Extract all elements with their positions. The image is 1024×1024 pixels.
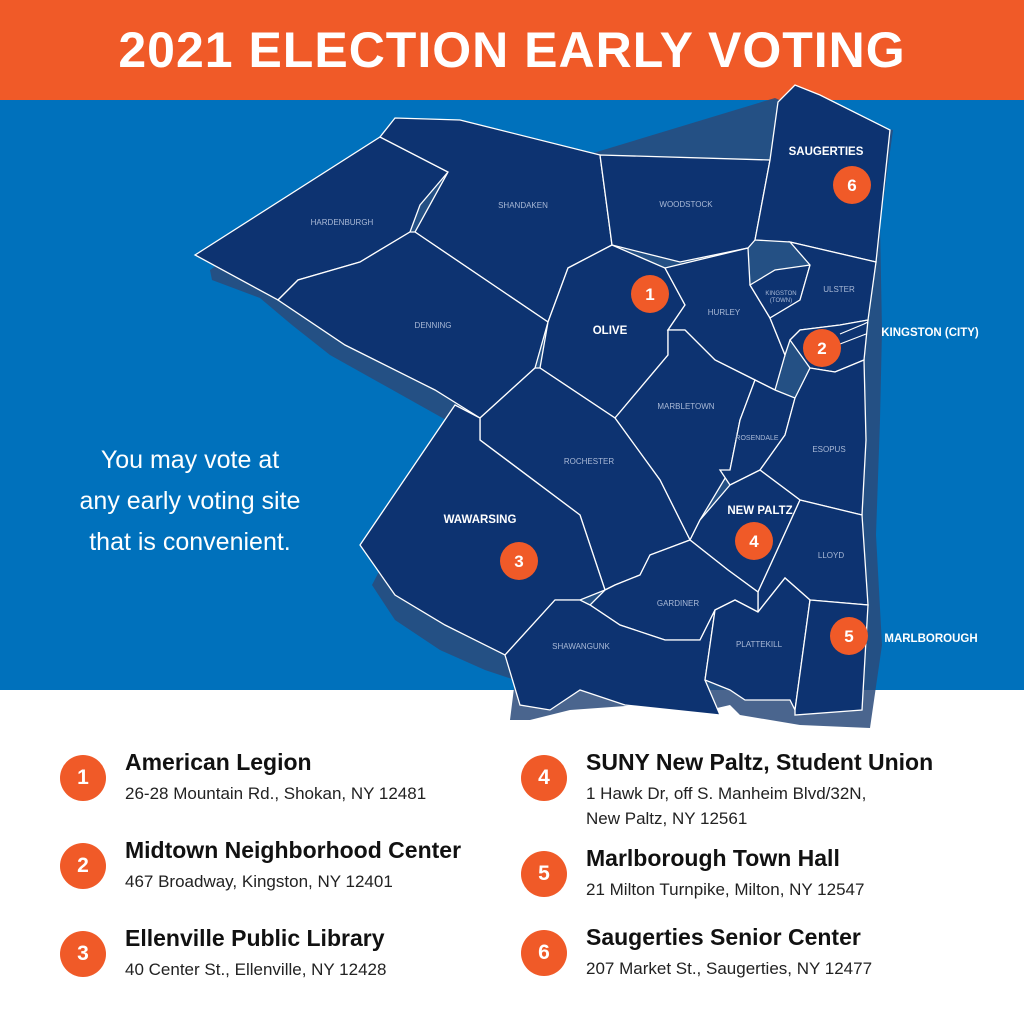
label-wawarsing: WAWARSING [443, 514, 517, 526]
site-address-line-2: New Paltz, NY 12561 [586, 809, 748, 828]
site-name: Midtown Neighborhood Center [125, 837, 462, 863]
county-shape [195, 85, 890, 715]
site-name: Saugerties Senior Center [586, 924, 861, 950]
label-shawangunk: SHAWANGUNK [552, 642, 610, 651]
site-number-badge: 6 [521, 930, 567, 976]
tagline-line-2: any early voting site [79, 487, 301, 515]
site-address: 21 Milton Turnpike, Milton, NY 12547 [586, 880, 865, 899]
site-address: 467 Broadway, Kingston, NY 12401 [125, 872, 393, 891]
site-details [586, 922, 872, 981]
site-number-badge: 2 [60, 843, 106, 889]
marker-5-number: 5 [844, 627, 854, 646]
label-woodstock: WOODSTOCK [659, 200, 713, 209]
label-hardenburgh: HARDENBURGH [310, 218, 374, 227]
site-name: SUNY New Paltz, Student Union [586, 749, 934, 775]
label-marbletown: MARBLETOWN [657, 402, 715, 411]
label-plattekill: PLATTEKILL [735, 640, 783, 649]
marker-4-number: 4 [749, 532, 759, 551]
site-details [125, 747, 426, 806]
marker-3-number: 3 [514, 552, 524, 571]
label-gardiner: GARDINER [656, 599, 700, 608]
site-6[interactable] [521, 922, 872, 981]
label-hurley: HURLEY [707, 308, 741, 317]
page-title: 2021 ELECTION EARLY VOTING [118, 22, 906, 78]
site-2[interactable] [60, 835, 461, 894]
label-rochester: ROCHESTER [563, 457, 615, 466]
site-3[interactable] [60, 923, 386, 982]
site-4[interactable] [521, 747, 933, 831]
site-number-badge: 5 [521, 851, 567, 897]
label-olive: OLIVE [592, 325, 628, 337]
site-address: 26-28 Mountain Rd., Shokan, NY 12481 [125, 784, 427, 803]
site-details [125, 835, 461, 894]
label-marlborough: MARLBOROUGH [884, 633, 978, 645]
label-ulster: ULSTER [823, 285, 855, 294]
label-rosendale: ROSENDALE [735, 435, 779, 442]
label-new-paltz: NEW PALTZ [727, 505, 793, 517]
site-details [125, 923, 386, 982]
site-5[interactable] [521, 843, 864, 902]
site-address: 207 Market St., Saugerties, NY 12477 [586, 959, 873, 978]
marker-1-number: 1 [645, 285, 655, 304]
site-address: 1 Hawk Dr, off S. Manheim Blvd/32N, [586, 784, 867, 803]
voting-sites-list [0, 735, 1024, 1024]
site-name: Ellenville Public Library [125, 925, 385, 951]
label-saugerties: SAUGERTIES [788, 146, 864, 158]
site-number-badge: 1 [60, 755, 106, 801]
site-number-badge: 3 [60, 931, 106, 977]
label-shandaken: SHANDAKEN [498, 201, 548, 210]
label-lloyd: LLOYD [817, 551, 845, 560]
site-name: American Legion [125, 749, 312, 775]
label-esopus: ESOPUS [812, 445, 846, 454]
tagline [40, 440, 340, 563]
site-1[interactable] [60, 747, 426, 806]
label-kingston-town-1: KINGSTON [765, 291, 797, 297]
site-details [586, 843, 864, 902]
tagline-line-1: You may vote at [100, 446, 280, 474]
site-details [586, 747, 933, 831]
label-denning: DENNING [414, 321, 452, 330]
tagline-line-3: that is convenient. [89, 528, 291, 556]
site-number-badge: 4 [521, 755, 567, 801]
label-kingston-town-2: (TOWN) [769, 298, 793, 304]
site-name: Marlborough Town Hall [586, 845, 840, 871]
marker-6-number: 6 [847, 176, 857, 195]
marker-2-number: 2 [817, 339, 827, 358]
label-kingston-city: KINGSTON (CITY) [881, 327, 979, 339]
site-address: 40 Center St., Ellenville, NY 12428 [125, 960, 387, 979]
